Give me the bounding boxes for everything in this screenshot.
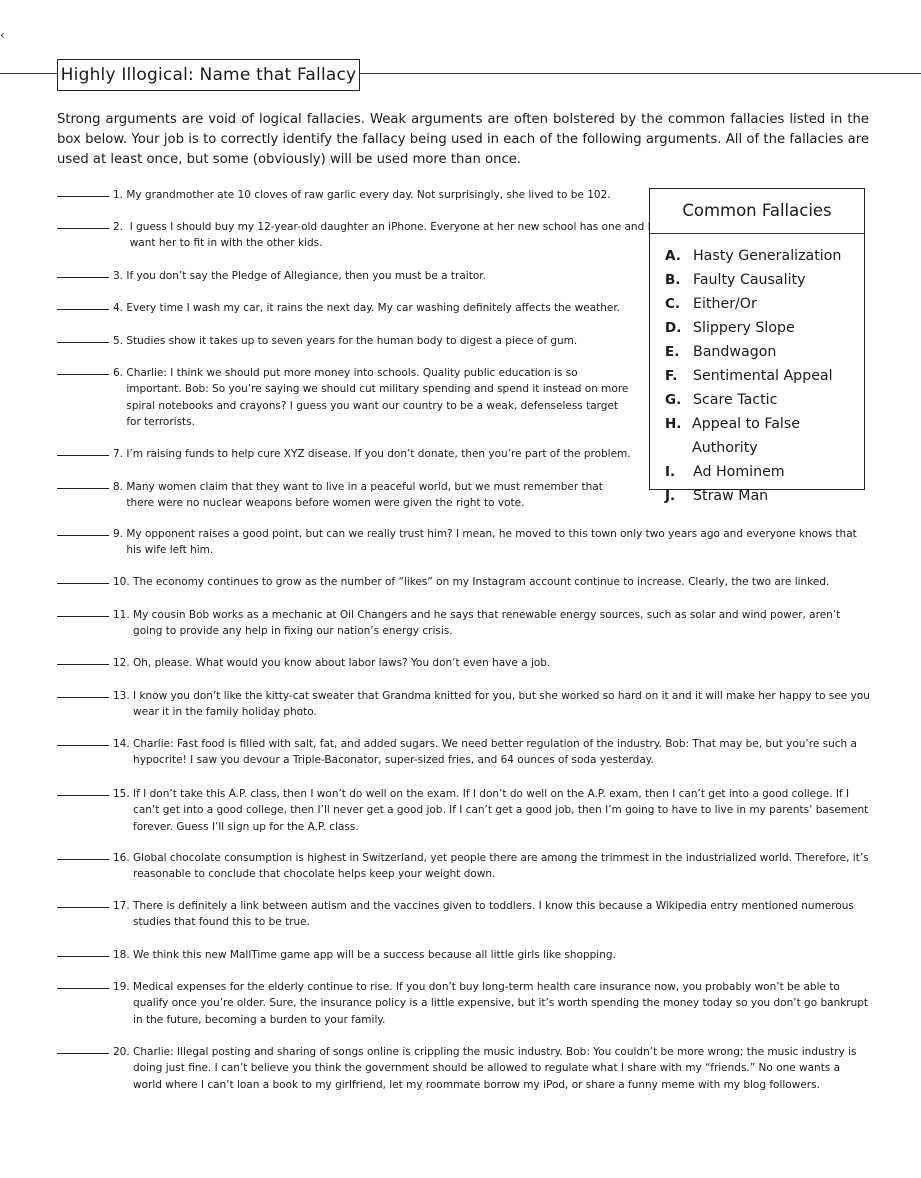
question-14 — [57, 736, 870, 769]
question-5 — [57, 333, 673, 349]
question-number: 19. — [113, 981, 134, 993]
question-20 — [57, 1044, 870, 1093]
question-text: I know you don’t like the kitty-cat sweater that Grandma knitted for you, but she worked so hard on it and it will make her happy to see you wear it in the family holiday photo. — [133, 690, 870, 719]
question-text: Oh, please. What would you know about labor laws? You don’t even have a job. — [133, 657, 551, 669]
fallacy-item — [665, 316, 864, 340]
question-text: Studies show it takes up to seven years for the human body to digest a piece of gum. — [126, 335, 578, 347]
fallacy-letter: I. — [665, 464, 676, 480]
fallacy-name: Hasty Generalization — [693, 248, 842, 264]
question-7 — [57, 446, 673, 462]
question-number: 18. — [113, 949, 134, 961]
fallacy-name: Faulty Causality — [693, 272, 806, 288]
question-text: Charlie: Illegal posting and sharing of songs online is crippling the music industry. Bob: You couldn’t be more wrong; the music industry is doing just fine. I can’t believe you think the government should be allowed to regulate what I share with my “friends.” No one wants a world where I can’t loan a book to my girlfriend, let my roommate borrow my iPod, or share a funny meme with my blog followers. — [133, 1046, 857, 1091]
fallacy-letter: C. — [665, 296, 681, 312]
fallacy-item — [665, 244, 864, 268]
fallacy-item — [665, 364, 864, 388]
question-number: 2. — [113, 221, 130, 233]
question-11 — [57, 607, 870, 640]
question-text: Many women claim that they want to live in a peaceful world, but we must remember that there were no nuclear weapons before women were given the right to vote. — [126, 481, 603, 510]
question-text: My cousin Bob works as a mechanic at Oil Changers and he says that renewable energy sources, such as solar and wind power, aren’t going to provide any help in fixing our nation’s energy crisis. — [133, 609, 841, 638]
fallacy-item — [665, 340, 864, 364]
question-text: Every time I wash my car, it rains the next day. My car washing definitely affects the weather. — [126, 302, 621, 314]
fallacy-letter: A. — [665, 248, 681, 264]
question-text: Charlie: Fast food is filled with salt, fat, and added sugars. We need better regulation of the industry. Bob: That may be, but you’re such a hypocrite! I saw you devour a Triple-Baconator, super-sized fries, and 64 ounces of soda yesterday. — [133, 738, 857, 767]
answer-blank[interactable] — [57, 979, 109, 989]
fallacy-name: Straw Man — [693, 488, 769, 504]
question-number: 3. — [113, 270, 127, 282]
common-fallacies-box — [649, 188, 865, 504]
answer-blank[interactable] — [57, 187, 109, 197]
question-15 — [57, 786, 870, 835]
answer-blank[interactable] — [57, 898, 109, 908]
question-number: 13. — [113, 690, 134, 702]
answer-blank[interactable] — [57, 526, 109, 536]
question-18 — [57, 947, 870, 963]
question-number: 15. — [113, 788, 134, 800]
question-number: 4. — [113, 302, 127, 314]
answer-blank[interactable] — [57, 219, 109, 229]
edge-mark: ‹ — [0, 28, 5, 42]
question-16 — [57, 850, 870, 883]
question-2 — [57, 219, 673, 252]
question-text: I guess I should buy my 12-year-old daughter an iPhone. Everyone at her new school has one and I want her to fit in with the other kids. — [129, 221, 651, 250]
question-text: The economy continues to grow as the number of “likes” on my Instagram account continue to increase. Clearly, the two are linked. — [133, 576, 830, 588]
fallacy-list — [665, 244, 864, 508]
answer-blank[interactable] — [57, 574, 109, 584]
fallacy-letter: D. — [665, 320, 682, 336]
question-3 — [57, 268, 673, 284]
answer-blank[interactable] — [57, 607, 109, 617]
question-text: My opponent raises a good point, but can we really trust him? I mean, he moved to this town only two years ago and everyone knows that his wife left him. — [126, 528, 857, 557]
fallacy-name: Sentimental Appeal — [693, 368, 833, 384]
fallacy-letter: H. — [665, 416, 682, 432]
question-text: If I don’t take this A.P. class, then I won’t do well on the exam. If I don’t do well on the A.P. exam, then I can’t get into a good college. If I can’t get into a good college, then I’ll never get a good job. If I can’t get a good job, then I’m going to have to live in my parents’ basement forever. Guess I’ll sign up for the A.P. class. — [133, 788, 869, 833]
fallacy-letter: B. — [665, 272, 681, 288]
answer-blank[interactable] — [57, 736, 109, 746]
question-text: I’m raising funds to help cure XYZ disease. If you don’t donate, then you’re part of the problem. — [126, 448, 631, 460]
question-text: Global chocolate consumption is highest in Switzerland, yet people there are among the trimmest in the industrialized world. Therefore, it’s reasonable to conclude that chocolate helps keep your weight down. — [133, 852, 869, 881]
fallacy-item — [665, 388, 864, 412]
answer-blank[interactable] — [57, 655, 109, 665]
answer-blank[interactable] — [57, 786, 109, 796]
fallacy-letter: F. — [665, 368, 678, 384]
fallacy-letter: E. — [665, 344, 680, 360]
question-13 — [57, 688, 870, 721]
question-1 — [57, 187, 673, 203]
fallacy-name: Scare Tactic — [693, 392, 778, 408]
fallacy-item — [665, 484, 864, 508]
question-number: 1. — [113, 189, 127, 201]
fallacy-name: Bandwagon — [693, 344, 777, 360]
fallacy-name: Appeal to False Authority — [692, 416, 800, 456]
question-number: 6. — [113, 367, 127, 379]
question-9 — [57, 526, 870, 559]
question-number: 8. — [113, 481, 127, 493]
fallacy-box-heading: Common Fallacies — [650, 189, 864, 234]
answer-blank[interactable] — [57, 446, 109, 456]
fallacy-letter: J. — [665, 488, 676, 504]
fallacy-item — [665, 292, 864, 316]
answer-blank[interactable] — [57, 479, 109, 489]
question-10 — [57, 574, 876, 590]
fallacy-letter: G. — [665, 392, 682, 408]
question-text: We think this new MallTime game app will be a success because all little girls like shopping. — [133, 949, 616, 961]
answer-blank[interactable] — [57, 365, 109, 375]
question-number: 7. — [113, 448, 127, 460]
instructions-paragraph: Strong arguments are void of logical fallacies. Weak arguments are often bolstered by the common fallacies listed in the box below. Your job is to correctly identify the fallacy being used in each of the following arguments. All of the fallacies are used at least once, but some (obviously) will be used more than once. — [57, 112, 869, 167]
answer-blank[interactable] — [57, 688, 109, 698]
question-text: If you don’t say the Pledge of Allegiance, then you must be a traitor. — [126, 270, 486, 282]
fallacy-item — [665, 460, 864, 484]
question-number: 17. — [113, 900, 134, 912]
fallacy-name: Slippery Slope — [693, 320, 795, 336]
question-19 — [57, 979, 870, 1028]
question-text: My grandmother ate 10 cloves of raw garlic every day. Not surprisingly, she lived to be 102. — [126, 189, 611, 201]
fallacy-name: Ad Hominem — [693, 464, 785, 480]
question-12 — [57, 655, 870, 671]
question-8 — [57, 479, 628, 512]
question-4 — [57, 300, 673, 316]
question-number: 20. — [113, 1046, 134, 1058]
header-rule-left — [0, 73, 58, 74]
answer-blank[interactable] — [57, 268, 109, 278]
question-number: 16. — [113, 852, 134, 864]
answer-blank[interactable] — [57, 947, 109, 957]
answer-blank[interactable] — [57, 333, 109, 343]
answer-blank[interactable] — [57, 850, 109, 860]
question-6 — [57, 365, 635, 430]
fallacy-item — [665, 268, 864, 292]
answer-blank[interactable] — [57, 1044, 109, 1054]
question-17 — [57, 898, 870, 931]
question-text: Medical expenses for the elderly continue to rise. If you don’t buy long-term health care insurance now, you probably won’t be able to qualify once you’re older. Sure, the insurance policy is a little expensive, but it’s worth spending the money today so you don’t go bankrupt in the future, becoming a burden to your family. — [133, 981, 869, 1026]
question-number: 10. — [113, 576, 134, 588]
fallacy-item — [665, 412, 864, 460]
question-number: 5. — [113, 335, 127, 347]
answer-blank[interactable] — [57, 300, 109, 310]
header-rule-right — [360, 73, 921, 74]
question-number: 9. — [113, 528, 127, 540]
worksheet-title: Highly Illogical: Name that Fallacy — [57, 59, 360, 91]
question-text: Charlie: I think we should put more money into schools. Quality public education is so important. Bob: So you’re saying we should cut military spending and spend it instead on more spiral notebooks and crayons? I guess you want our country to be a weak, defenseless target for terrorists. — [126, 367, 629, 428]
question-text: There is definitely a link between autism and the vaccines given to toddlers. I know this because a Wikipedia entry mentioned numerous studies that found this to be true. — [133, 900, 854, 929]
question-number: 14. — [113, 738, 134, 750]
question-number: 11. — [113, 609, 134, 621]
question-number: 12. — [113, 657, 134, 669]
fallacy-name: Either/Or — [693, 296, 757, 312]
